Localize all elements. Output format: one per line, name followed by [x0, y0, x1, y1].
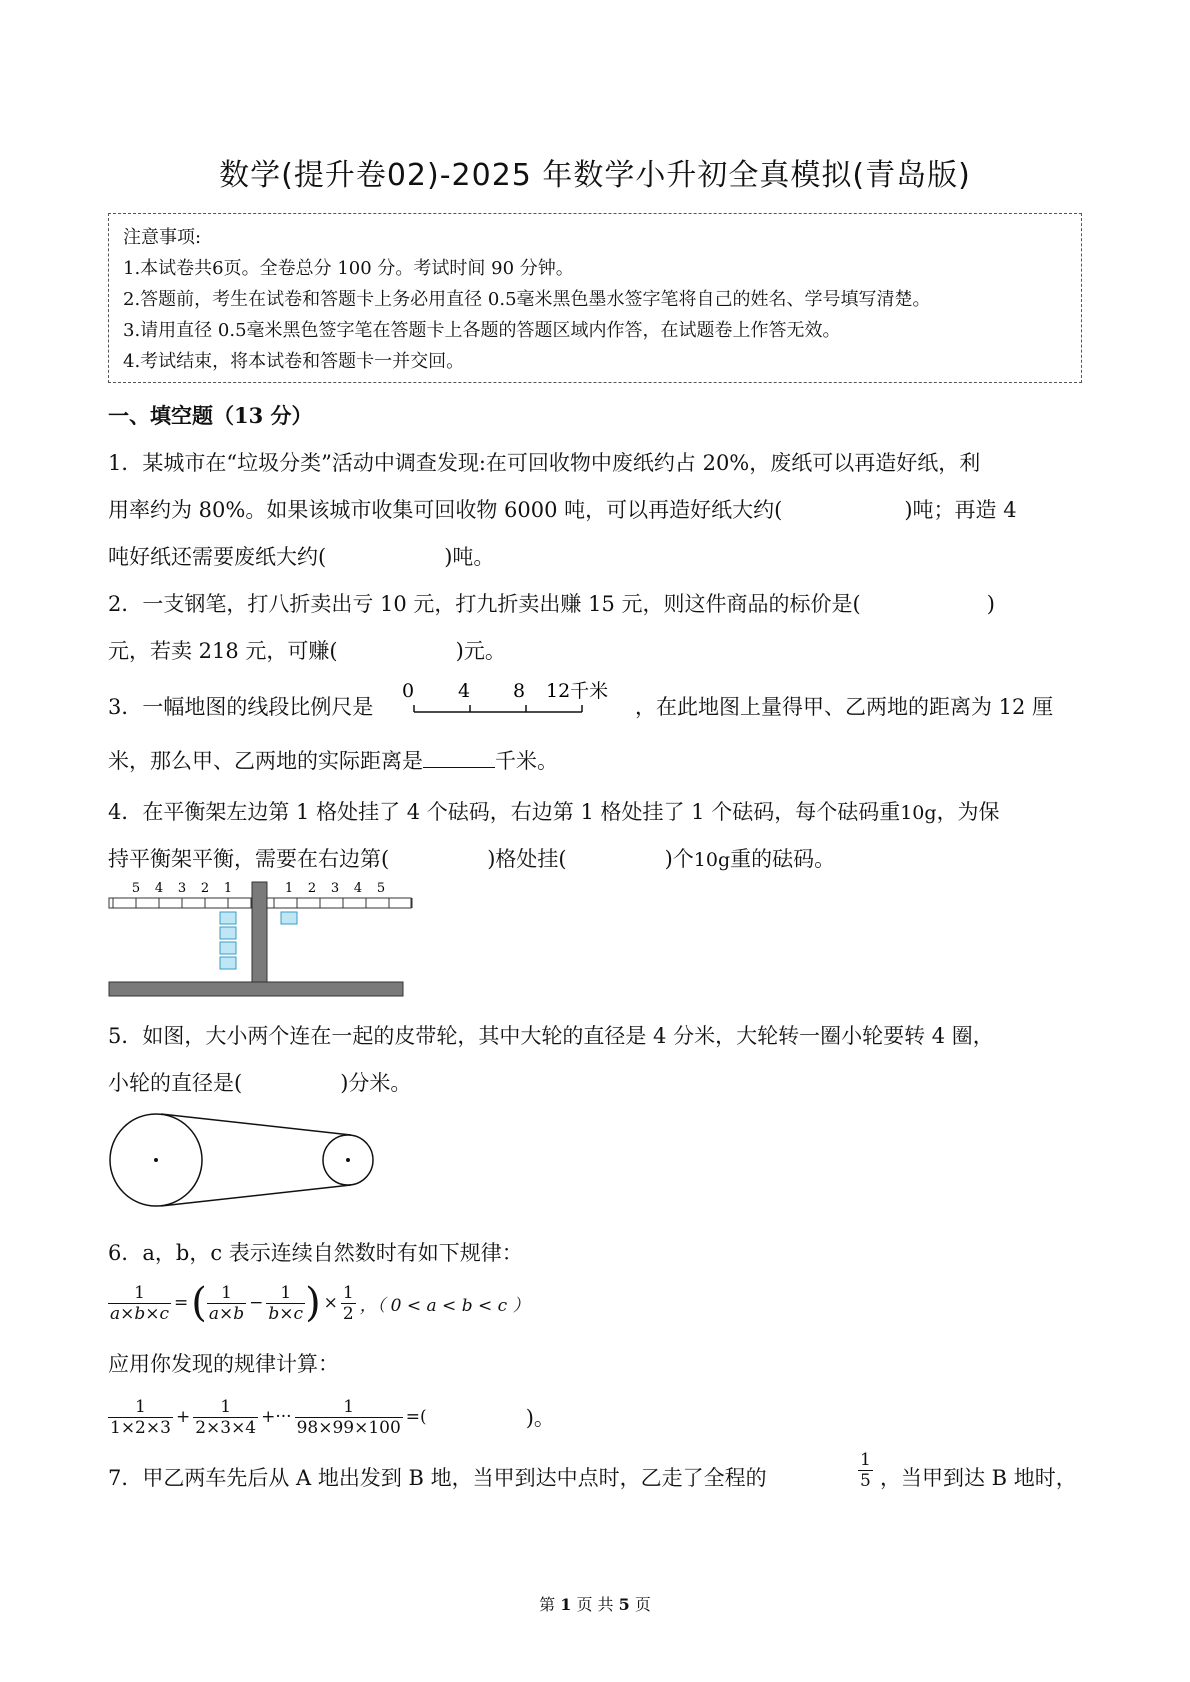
weight-block [220, 942, 236, 954]
plus-sign: + [175, 1407, 191, 1427]
q1-line1: 1．某城市在“垃圾分类”活动中调查发现:在可回收物中废纸约占 20%，废纸可以再造好纸，利 [108, 451, 981, 475]
q5-line1: 5．如图，大小两个连在一起的皮带轮，其中大轮的直径是 4 分米，大轮转一圈小轮要转 4 圈， [108, 1024, 994, 1048]
q7-line1 [108, 1462, 767, 1492]
page-footer [0, 1592, 1190, 1615]
q5-line2 [108, 1067, 411, 1097]
fraction-one-fifth: $\frac{1}{5}$ [860, 1450, 871, 1491]
notice-item: 4.考试结束，将本试卷和答题卡一并交回。 [123, 351, 465, 372]
beam-label: 5 [131, 881, 141, 896]
beam-label: 4 [353, 881, 363, 896]
q1-text: 吨好纸还需要废纸大约( [108, 545, 327, 569]
q7-line1-end: ，当甲到达 B 地时， [880, 1466, 1077, 1490]
beam-label: 2 [307, 881, 317, 896]
q4-text: 4．在平衡架左边第 1 格处挂了 4 个砝码，右边第 1 格处挂了 1 个砝码，每个砝码重 [108, 800, 901, 824]
equals-sign: = [174, 1293, 189, 1313]
q7-text: 7．甲乙两车先后从 A 地出发到 B 地，当甲到达中点时，乙走了全程的 [108, 1466, 767, 1490]
large-pulley-center [154, 1158, 158, 1162]
right-paren: ) [305, 1280, 321, 1326]
fraction: $\frac{1}{a\times b\times c}$ [110, 1282, 170, 1324]
q4-text: ，为保 [936, 800, 1000, 824]
rule-condition: ，（ 0 < a < b < c ） [359, 1295, 530, 1316]
q5-text: 小轮的直径是( [108, 1071, 243, 1095]
q2-line1 [108, 588, 995, 618]
balance-pillar [252, 882, 267, 982]
q6-line3: 应用你发现的规律计算： [108, 1352, 339, 1376]
q4-text: )个 [664, 847, 694, 871]
ellipsis: +··· [261, 1407, 292, 1427]
weight-block [281, 912, 297, 924]
q3-line1 [108, 691, 373, 721]
beam-label: 1 [223, 881, 233, 896]
left-paren: ( [191, 1280, 207, 1326]
q2-text: 2．一支钢笔，打八折卖出亏 10 元，打九折卖出赚 15 元，则这件商品的标价是( [108, 592, 861, 616]
beam-label: 1 [284, 881, 294, 896]
q4-line2 [108, 843, 835, 873]
q2-line2 [108, 635, 506, 665]
beam-label: 3 [177, 881, 187, 896]
notice-item: 2.答题前，考生在试卷和答题卡上务必用直径 0.5毫米黑色墨水签字笔将自己的姓名、学号填写清楚。 [123, 289, 931, 310]
q4-text: 重的砝码。 [730, 847, 836, 871]
weight-block [220, 912, 236, 924]
beam-label: 2 [200, 881, 210, 896]
scale-label: 12千米 [546, 680, 609, 702]
q1-text: 用率约为 80%。如果该城市收集可回收物 6000 吨，可以再造好纸大约( [108, 498, 783, 522]
page-title: 数学(提升卷02)-2025 年数学小升初全真模拟(青岛版) [219, 158, 971, 193]
small-pulley-center [346, 1158, 350, 1162]
q3-text: 3．一幅地图的线段比例尺是 [108, 695, 374, 719]
belt-pulley-diagram [106, 1110, 386, 1210]
q3-line1-end: ，在此地图上量得甲、乙两地的距离为 12 厘 [635, 695, 1054, 719]
q3-line2 [108, 745, 558, 775]
beam-label: 5 [376, 881, 386, 896]
q2-text: )元。 [455, 639, 506, 663]
fraction: $\frac{1}{98\times 99\times 100}$ [296, 1396, 401, 1438]
q1-text: )吨；再造 4 [904, 498, 1017, 522]
fraction: $\frac{1}{2\times 3\times 4}$ [195, 1396, 257, 1438]
q6-line1: 6．a，b，c 表示连续自然数时有如下规律： [108, 1241, 523, 1265]
footer-text: 第 [539, 1595, 556, 1614]
balance-base [109, 982, 403, 996]
q3-text: 米，那么甲、乙两地的实际距离是 [108, 749, 423, 773]
footer-text: 页 [634, 1595, 651, 1614]
notice-box [108, 213, 1082, 383]
times-sign: × [323, 1293, 338, 1313]
sum-formula [108, 1390, 555, 1444]
current-page: 1 [560, 1595, 572, 1614]
answer-underline[interactable] [423, 747, 495, 768]
q1-text: )吨。 [444, 545, 495, 569]
total-pages: 5 [618, 1595, 630, 1614]
notice-item: 1.本试卷共6页。全卷总分 100 分。考试时间 90 分钟。 [123, 258, 574, 279]
q5-text: )分米。 [340, 1071, 412, 1095]
minus-sign: − [249, 1293, 264, 1313]
scale-label: 8 [512, 680, 526, 702]
notice-heading: 注意事项: [123, 227, 202, 248]
weight-block [220, 927, 236, 939]
fraction: $\frac{1}{a\times b}$ [208, 1282, 245, 1324]
q3-text: 千米。 [495, 749, 558, 773]
footer-text: 页 共 [576, 1595, 614, 1614]
equals-sign: =( [405, 1407, 427, 1427]
weight-unit: 10g [900, 802, 937, 824]
scale-bar [402, 680, 612, 720]
q4-text: 持平衡架平衡，需要在右边第( [108, 847, 390, 871]
beam-label: 3 [330, 881, 340, 896]
scale-label: 0 [402, 680, 415, 702]
belt-bottom [161, 1185, 351, 1206]
scale-label: 4 [457, 680, 471, 702]
belt-top [161, 1114, 351, 1135]
q1-line3 [108, 541, 494, 571]
balance-diagram [106, 876, 416, 1001]
q1-line2 [108, 494, 1017, 524]
q2-text: ) [986, 592, 995, 616]
fraction: $\frac{1}{1\times 2\times 3}$ [110, 1396, 171, 1438]
weight-block [220, 957, 236, 969]
weight-unit: 10g [693, 849, 731, 871]
q4-text: )格处挂( [487, 847, 567, 871]
beam-label: 4 [154, 881, 164, 896]
q6-tail: )。 [525, 1406, 555, 1430]
notice-item: 3.请用直径 0.5毫米黑色签字笔在答题卡上各题的答题区域内作答，在试题卷上作答无效。 [123, 320, 841, 341]
fraction: $\frac{1}{2}$ [342, 1282, 354, 1324]
section-heading: 一、填空题（13 分） [108, 403, 313, 428]
q2-text: 元，若卖 218 元，可赚( [108, 639, 338, 663]
q4-line1 [108, 796, 1000, 826]
fraction: $\frac{1}{b\times c}$ [268, 1282, 304, 1324]
rule-formula [108, 1276, 530, 1330]
